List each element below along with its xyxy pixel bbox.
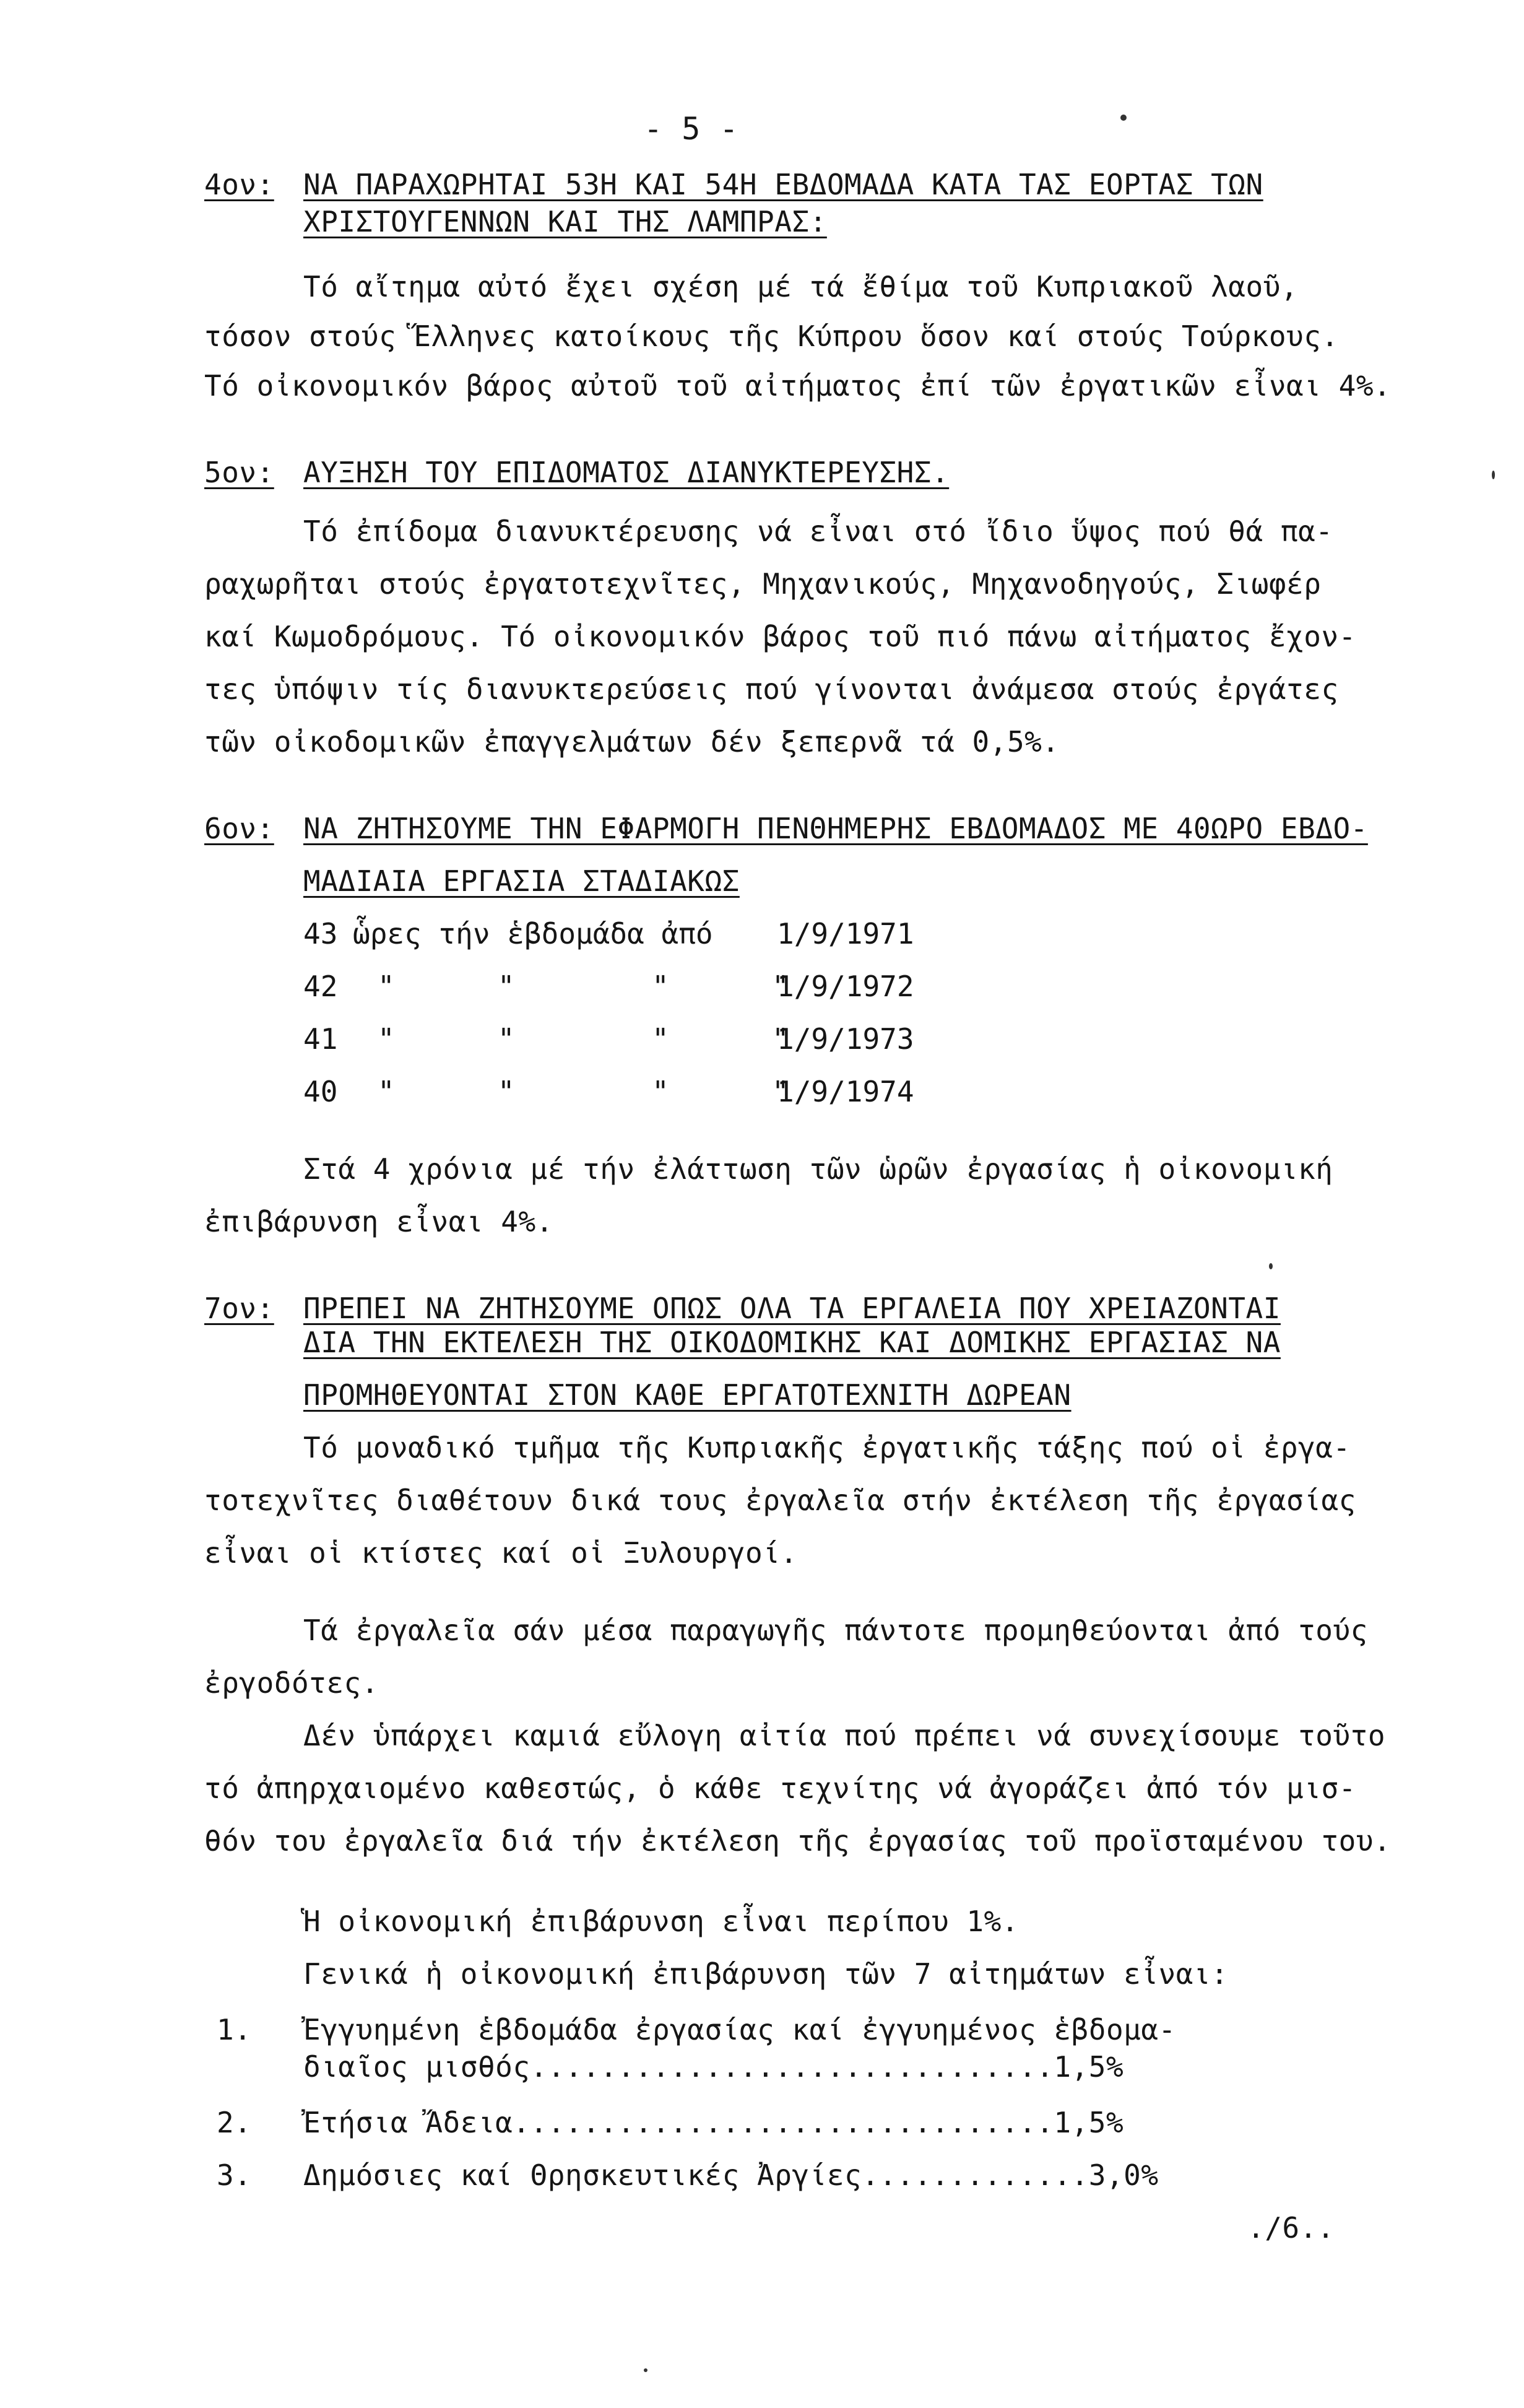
section-7-paragraph-line-4: Τά ἐργαλεῖα σάν μέσα παραγωγῆς πάντοτε προμηθεύονται ἀπό τούς [303, 1614, 1368, 1647]
schedule-hours: 40 [303, 1075, 338, 1108]
section-6-paragraph-line-1: Στά 4 χρόνια μέ τήν ἐλάττωση τῶν ὡρῶν ἐργασίας ἡ οἰκονομική [303, 1152, 1333, 1186]
schedule-words: " " " " [378, 970, 789, 1003]
schedule-hours: 41 [303, 1022, 338, 1056]
summary-item-text: διαῖος μισθός..............................1,5% [303, 2050, 1124, 2084]
section-5-heading: ΑΥΞΗΣΗ ΤΟΥ ΕΠΙΔΟΜΑΤΟΣ ΔΙΑΝΥΚΤΕΡΕΥΣΗΣ. [303, 456, 950, 489]
section-4-paragraph-line-3: Τό οἰκονομικόν βάρος αὐτοῦ τοῦ αἰτήματος ἐπί τῶν ἐργατικῶν εἶναι 4%. [204, 369, 1392, 402]
summary-item-number: 1. [217, 2013, 252, 2046]
summary-intro: Γενικά ἡ οἰκονομική ἐπιβάρυνση τῶν 7 αἰτημάτων εἶναι: [303, 1957, 1229, 1991]
section-7-paragraph-line-8: θόν του ἐργαλεῖα διά τήν ἐκτέλεση τῆς ἐργασίας τοῦ προϊσταμένου του. [204, 1824, 1392, 1858]
section-7-paragraph-line-3: εἶναι οἱ κτίστες καί οἱ Ξυλουργοί. [204, 1536, 798, 1570]
page-number: - 5 - [644, 111, 739, 147]
section-5-paragraph-line-3: καί Κωμοδρόμους. Τό οἰκονομικόν βάρος τοῦ πιό πάνω αἰτήματος ἔχον- [204, 620, 1356, 653]
section-6-paragraph-line-2: ἐπιβάρυνση εἶναι 4%. [204, 1205, 553, 1238]
scan-speck [1269, 1263, 1273, 1269]
schedule-date: 1/9/1973 [777, 1022, 914, 1056]
section-6-label: 6ον: [204, 812, 274, 845]
schedule-hours: 42 [303, 970, 338, 1003]
schedule-words: " " " " [378, 1075, 789, 1108]
schedule-words: ὧρες τήν ἑβδομάδα ἀπό [353, 917, 713, 950]
section-7-paragraph-line-5: ἐργοδότες. [204, 1666, 379, 1700]
section-4-paragraph-line-2: τόσον στούς Ἕλληνες κατοίκους τῆς Κύπρου ὅσον καί στούς Τούρκους. [204, 319, 1339, 353]
schedule-date: 1/9/1974 [777, 1075, 914, 1108]
scan-speck [1120, 115, 1127, 121]
summary-item-number: 2. [217, 2106, 252, 2139]
section-6-heading-line-2: ΜΑΔΙΑΙΑ ΕΡΓΑΣΙΑ ΣΤΑΔΙΑΚΩΣ [303, 864, 740, 898]
scan-speck [1492, 471, 1495, 479]
section-7-paragraph-line-1: Τό μοναδικό τμῆμα τῆς Κυπριακῆς ἐργατικῆς τάξης πού οἱ ἐργα- [303, 1431, 1351, 1464]
section-5-paragraph-line-4: τες ὑπόψιν τίς διανυκτερεύσεις πού γίνονται ἀνάμεσα στούς ἐργάτες [204, 672, 1339, 706]
schedule-date: 1/9/1971 [777, 917, 914, 950]
summary-item-text: Ἐγγυημένη ἑβδομάδα ἐργασίας καί ἐγγυημένος ἑβδομα- [303, 2013, 1176, 2046]
summary-item-number: 3. [217, 2158, 252, 2192]
section-5-paragraph-line-5: τῶν οἰκοδομικῶν ἐπαγγελμάτων δέν ξεπερνᾶ τά 0,5%. [204, 725, 1060, 758]
summary-item-text: Δημόσιες καί Θρησκευτικές Ἀργίες.............3,0% [303, 2158, 1159, 2192]
section-5-label: 5ον: [204, 456, 274, 489]
schedule-date: 1/9/1972 [777, 970, 914, 1003]
section-7-heading-line-3: ΠΡΟΜΗΘΕΥΟΝΤΑΙ ΣΤΟΝ ΚΑΘΕ ΕΡΓΑΤΟΤΕΧΝΙΤΗ ΔΩΡΕΑΝ [303, 1378, 1072, 1412]
section-5-paragraph-line-1: Τό ἐπίδομα διανυκτέρευσης νά εἶναι στό ἴδιο ὕψος πού θά πα- [303, 515, 1333, 548]
section-4-heading-line-2: ΧΡΙΣΤΟΥΓΕΝΝΩΝ ΚΑΙ ΤΗΣ ΛΑΜΠΡΑΣ: [303, 205, 827, 238]
schedule-words: " " " " [378, 1022, 789, 1056]
section-7-paragraph-line-9: Ἡ οἰκονομική ἐπιβάρυνση εἶναι περίπου 1%. [303, 1905, 1019, 1938]
section-5-paragraph-line-2: ραχωρῆται στούς ἐργατοτεχνῖτες, Μηχανικούς, Μηχανοδηγούς, Σιωφέρ [204, 567, 1322, 601]
section-7-heading-line-2: ΔΙΑ ΤΗΝ ΕΚΤΕΛΕΣΗ ΤΗΣ ΟΙΚΟΔΟΜΙΚΗΣ ΚΑΙ ΔΟΜΙΚΗΣ ΕΡΓΑΣΙΑΣ ΝΑ [303, 1326, 1281, 1359]
summary-item-text: Ἐτήσια Ἄδεια...............................1,5% [303, 2106, 1124, 2139]
section-6-heading-line-1: ΝΑ ΖΗΤΗΣΟΥΜΕ ΤΗΝ ΕΦΑΡΜΟΓΗ ΠΕΝΘΗΜΕΡΗΣ ΕΒΔΟΜΑΔΟΣ ΜΕ 40ΩΡΟ ΕΒΔΟ- [303, 812, 1368, 845]
section-4-paragraph-line-1: Τό αἴτημα αὐτό ἔχει σχέση μέ τά ἔθίμα τοῦ Κυπριακοῦ λαοῦ, [303, 270, 1299, 303]
section-7-heading-line-1: ΠΡΕΠΕΙ ΝΑ ΖΗΤΗΣΟΥΜΕ ΟΠΩΣ ΟΛΑ ΤΑ ΕΡΓΑΛΕΙΑ ΠΟΥ ΧΡΕΙΑΖΟΝΤΑΙ [303, 1292, 1281, 1325]
section-4-heading-line-1: ΝΑ ΠΑΡΑΧΩΡΗΤΑΙ 53Η ΚΑΙ 54Η ΕΒΔΟΜΑΔΑ ΚΑΤΑ ΤΑΣ ΕΟΡΤΑΣ ΤΩΝ [303, 168, 1263, 201]
section-7-paragraph-line-7: τό ἀπηρχαιομένο καθεστώς, ὁ κάθε τεχνίτης νά ἀγοράζει ἀπό τόν μισ- [204, 1771, 1356, 1805]
section-7-paragraph-line-6: Δέν ὑπάρχει καμιά εὔλογη αἰτία πού πρέπει νά συνεχίσουμε τοῦτο [303, 1719, 1386, 1752]
section-4-label: 4ον: [204, 168, 274, 201]
scan-speck [644, 2368, 647, 2372]
section-7-label: 7ον: [204, 1292, 274, 1325]
continued-marker: ./6.. [1247, 2211, 1335, 2245]
section-7-paragraph-line-2: τοτεχνῖτες διαθέτουν δικά τους ἐργαλεῖα στήν ἐκτέλεση τῆς ἐργασίας [204, 1484, 1356, 1517]
schedule-hours: 43 [303, 917, 338, 950]
